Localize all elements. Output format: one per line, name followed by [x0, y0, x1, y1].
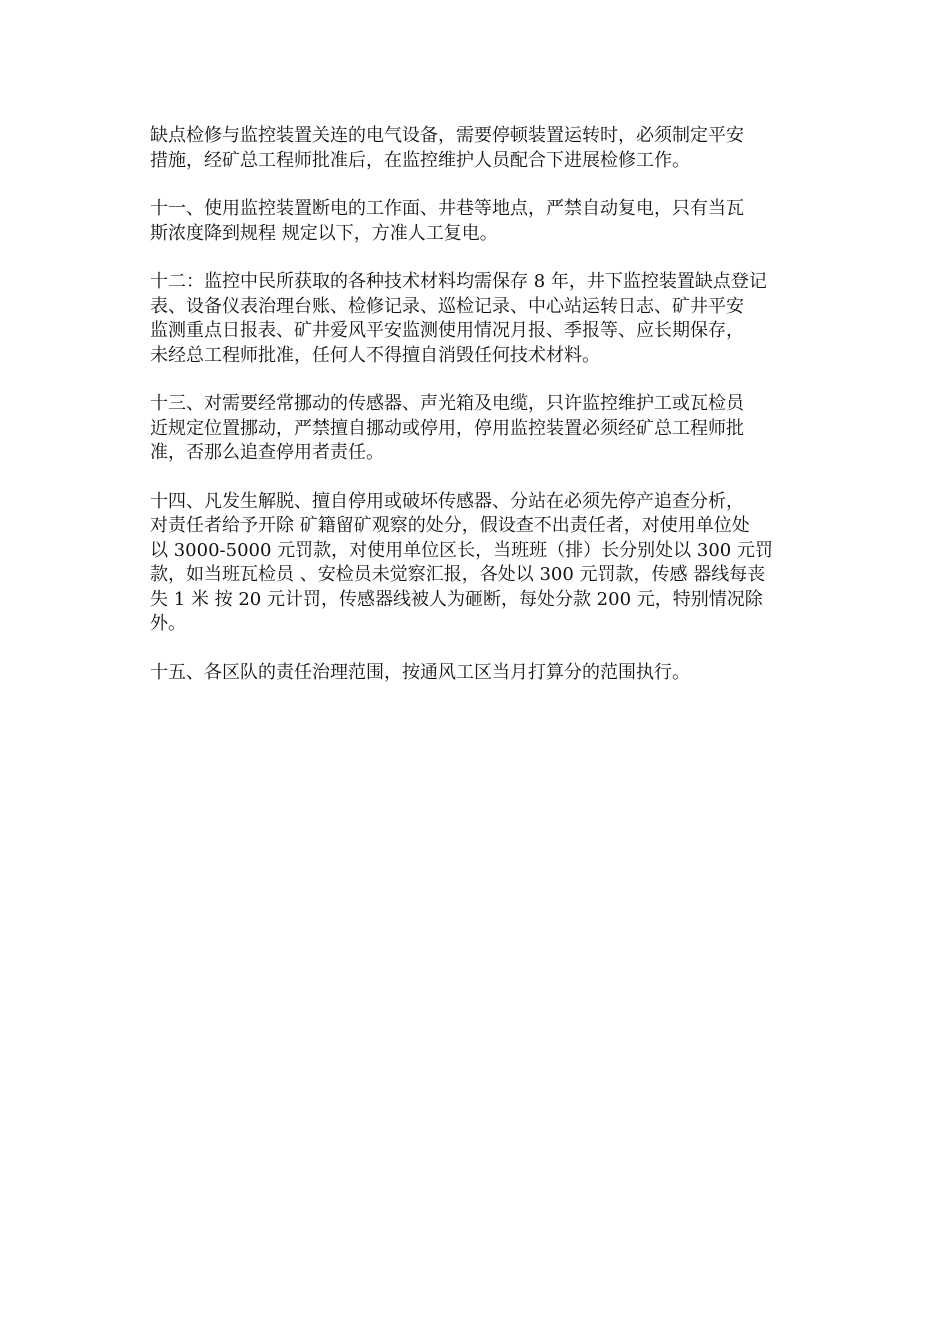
- text-line: 十四、凡发生解脱、擅自停用或破坏传感器、分站在必须先停产追查分析，: [150, 490, 744, 512]
- text-line: 缺点检修与监控装置关连的电气设备，需要停顿装置运转时，必须制定平安: [150, 125, 744, 146]
- text-line: 斯浓度降到规程 规定以下，方准人工复电。: [150, 222, 498, 244]
- paragraph-article-14: [150, 490, 802, 637]
- text-line: 外。: [150, 613, 186, 634]
- text-line: 未经总工程师批准，任何人不得擅自消毁任何技术材料。: [150, 344, 600, 366]
- text-line: 十三、对需要经常挪动的传感器、声光箱及电缆，只许监控维护工或瓦检员: [150, 393, 744, 414]
- paragraph-maintenance-safety: [150, 124, 802, 173]
- document-body: [150, 124, 802, 709]
- text-line: 十五、各区队的责任治理范围，按通风工区当月打算分的范围执行。: [150, 661, 690, 683]
- text-line: 措施，经矿总工程师批准后，在监控维护人员配合下进展检修工作。: [150, 149, 690, 171]
- text-line: 近规定位置挪动，严禁擅自挪动或停用，停用监控装置必须经矿总工程师批: [150, 417, 744, 439]
- text-line: 准，否那么追查停用者责任。: [150, 442, 384, 463]
- text-line: 监测重点日报表、矿井爱风平安监测使用情况月报、季报等、应长期保存，: [150, 320, 744, 341]
- text-line: 款，如当班瓦检员 、安检员未觉察汇报，各处以 300 元罚款，传感 器线每丧: [150, 564, 766, 585]
- text-line: 十二：监控中民所获取的各种技术材料均需保存 8 年，井下监控装置缺点登记: [150, 271, 767, 292]
- paragraph-article-13: [150, 392, 802, 466]
- paragraph-article-11: [150, 197, 802, 246]
- text-line: 表、设备仪表治理台账、检修记录、巡检记录、中心站运转日志、矿井平安: [150, 295, 744, 317]
- text-line: 失 1 米 按 20 元计罚，传感器线被人为砸断，每处分款 200 元，特别情况除: [150, 588, 763, 610]
- text-line: 十一、使用监控装置断电的工作面、井巷等地点，严禁自动复电，只有当瓦: [150, 198, 744, 219]
- paragraph-article-12: [150, 270, 802, 368]
- text-line: 对责任者给予开除 矿籍留矿观察的处分，假设查不出责任者，对使用单位处: [150, 515, 750, 536]
- text-line: 以 3000-5000 元罚款，对使用单位区长，当班班（排）长分别处以 300 元罚: [150, 539, 773, 561]
- paragraph-article-15: [150, 661, 802, 686]
